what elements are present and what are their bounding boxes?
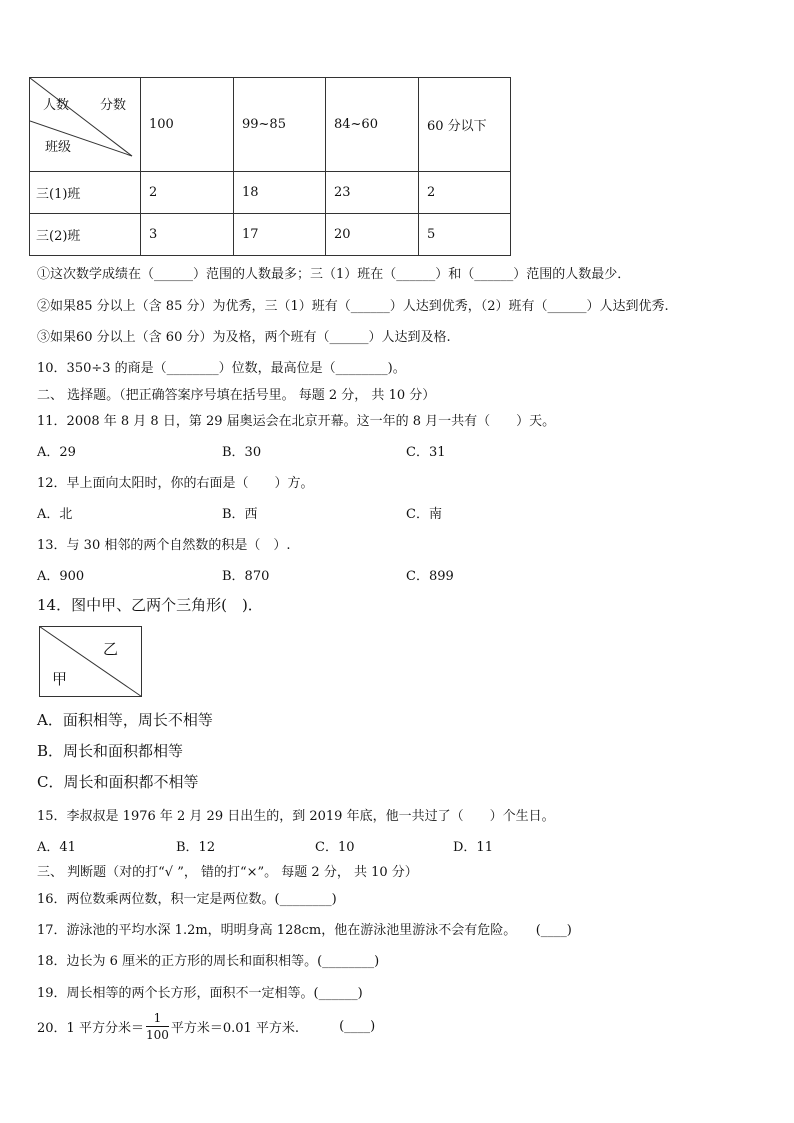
table-corner-cell xyxy=(30,78,141,172)
corner-label-people: 人数 xyxy=(43,98,70,113)
option-b: B．12 xyxy=(176,840,216,855)
table-cell: 20 xyxy=(326,214,419,256)
section-3-heading: 三、 判断题（对的打“√ ”， 错的打“×”。 每题 2 分， 共 10 分） xyxy=(37,865,418,880)
table-cell: 23 xyxy=(326,172,419,214)
triangle-figure xyxy=(39,626,141,696)
question-18: 18．边长为 6 厘米的正方形的周长和面积相等。(________) xyxy=(37,954,380,969)
option-c: C．31 xyxy=(406,445,446,460)
q20-prefix: 20．1 平方分米＝ xyxy=(37,1021,144,1036)
table-row xyxy=(30,214,511,256)
question-10: 10．350÷3 的商是（________）位数，最高位是（________)。 xyxy=(37,361,406,376)
fraction-numerator: 1 xyxy=(146,1010,169,1027)
option-c: C．899 xyxy=(406,569,454,584)
header-cell: 100 xyxy=(141,78,234,172)
header-cell: 60 分以下 xyxy=(419,78,511,172)
fraction-denominator: 100 xyxy=(145,1028,169,1042)
question-11: 11．2008 年 8 月 8 日，第 29 届奥运会在北京开幕。这一年的 8 月一共有（ ）天。 xyxy=(37,414,556,429)
option-a: A．29 xyxy=(37,445,76,460)
table-cell: 17 xyxy=(234,214,326,256)
section-2-heading: 二、 选择题。（把正确答案序号填在括号里。 每题 2 分， 共 10 分） xyxy=(37,388,436,403)
option-a: A．北 xyxy=(37,507,73,522)
sub-question-3: ③如果60 分以上（含 60 分）为及格，两个班有（______）人达到及格. xyxy=(37,330,451,345)
table-cell: 2 xyxy=(419,172,511,214)
option-a: A．41 xyxy=(37,840,76,855)
q20-blank: (____) xyxy=(339,1019,376,1034)
option-a: A．面积相等，周长不相等 xyxy=(37,711,213,729)
table-cell: 2 xyxy=(141,172,234,214)
header-cell: 99~85 xyxy=(234,78,326,172)
question-13: 13．与 30 相邻的两个自然数的积是（ ）. xyxy=(37,538,291,553)
question-14: 14．图中甲、乙两个三角形( )． xyxy=(37,596,263,614)
row-label: 三(2)班 xyxy=(30,214,141,256)
q20-suffix: 平方米＝0.01 平方米. xyxy=(170,1021,300,1036)
question-16: 16．两位数乘两位数，积一定是两位数。(________) xyxy=(37,892,337,907)
question-19: 19．周长相等的两个长方形，面积不一定相等。(______) xyxy=(37,986,363,1001)
question-12: 12．早上面向太阳时，你的右面是（ ）方。 xyxy=(37,476,314,491)
score-table xyxy=(29,77,511,256)
triangle-label-jia: 甲 xyxy=(52,670,68,688)
diagonal-lines xyxy=(30,78,141,171)
option-d: D．11 xyxy=(453,840,493,855)
option-c: C．南 xyxy=(406,507,442,522)
table-row xyxy=(30,172,511,214)
question-17: 17．游泳池的平均水深 1.2m，明明身高 128cm，他在游泳池里游泳不会有危险。 (____) xyxy=(37,923,572,938)
option-a: A．900 xyxy=(37,569,85,584)
option-b: B．西 xyxy=(222,507,258,522)
question-15: 15．李叔叔是 1976 年 2 月 29 日出生的，到 2019 年底，他一共过了（ ）个生日。 xyxy=(37,809,555,824)
question-20 xyxy=(37,1010,375,1043)
triangle-label-yi: 乙 xyxy=(103,640,119,658)
fraction xyxy=(146,1010,169,1043)
corner-label-score: 分数 xyxy=(100,98,127,113)
sub-question-1: ①这次数学成绩在（______）范围的人数最多；三（1）班在（______）和（______）范围的人数最少． xyxy=(37,267,631,282)
option-b: B．870 xyxy=(222,569,270,584)
row-label: 三(1)班 xyxy=(30,172,141,214)
option-c: C．周长和面积都不相等 xyxy=(37,773,199,791)
header-cell: 84~60 xyxy=(326,78,419,172)
table-cell: 5 xyxy=(419,214,511,256)
option-b: B．30 xyxy=(222,445,262,460)
option-c: C．10 xyxy=(315,840,355,855)
option-b: B．周长和面积都相等 xyxy=(37,742,184,760)
table-cell: 3 xyxy=(141,214,234,256)
corner-label-class: 班级 xyxy=(45,140,72,155)
table-cell: 18 xyxy=(234,172,326,214)
sub-question-2: ②如果85 分以上（含 85 分）为优秀，三（1）班有（______）人达到优秀，（2）班有（______）人达到优秀. xyxy=(37,299,669,314)
